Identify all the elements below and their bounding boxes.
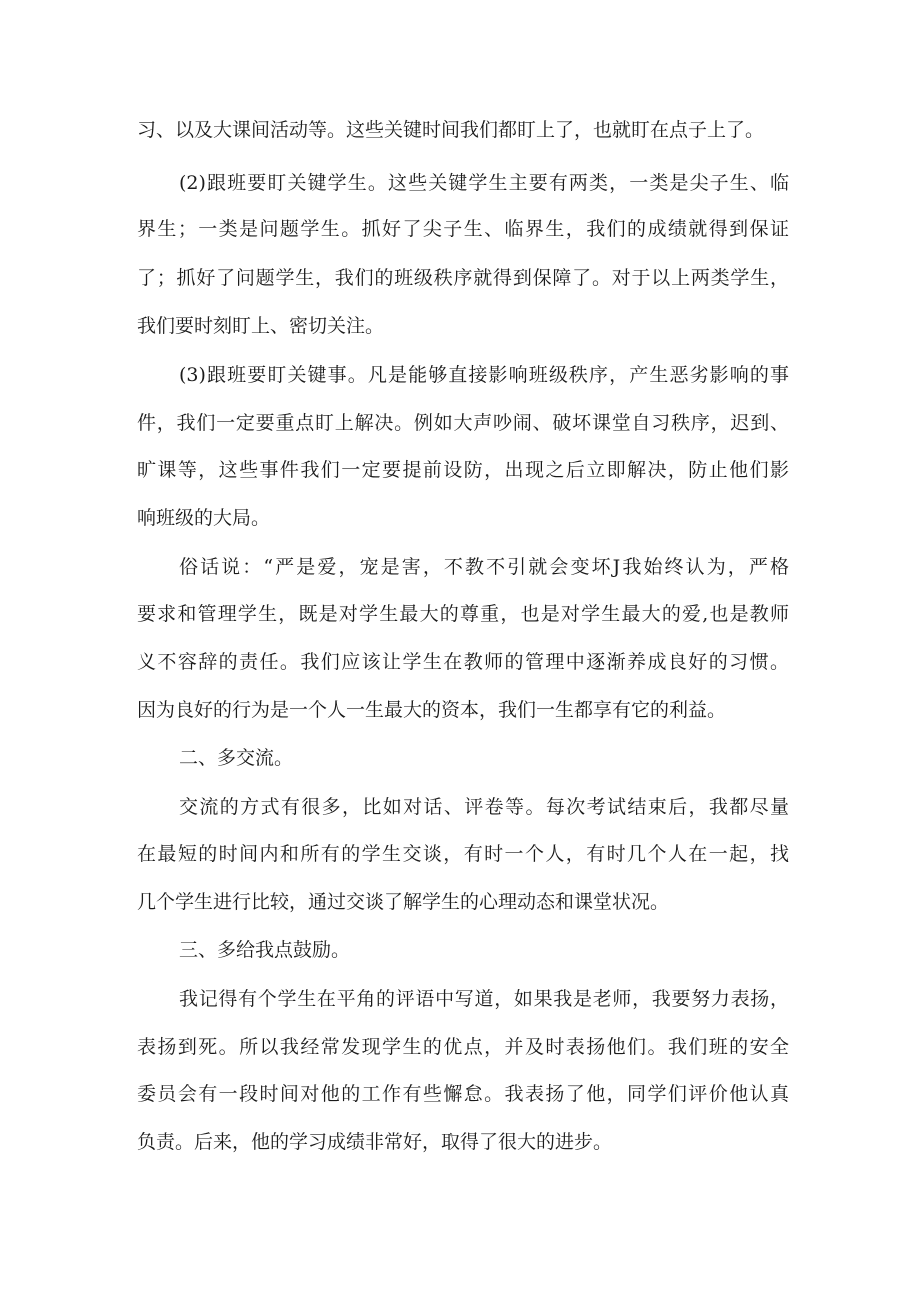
paragraph-line: 了；抓好了问题学生，我们的班级秩序就得到保障了。对于以上两类学生，: [137, 267, 789, 289]
paragraph-line: 件，我们一定要重点盯上解决。例如大声吵闹、破坏课堂自习秩序，迟到、: [137, 412, 789, 434]
paragraph-line: 我记得有个学生在平角的评语中写道，如果我是老师，我要努力表扬，: [179, 988, 789, 1010]
paragraph-line: (2)跟班要盯关键学生。这些关键学生主要有两类，一类是尖子生、临: [179, 172, 789, 194]
paragraph-line: 因为良好的行为是一个人一生最大的资本，我们一生都享有它的利益。: [137, 699, 727, 721]
paragraph-line: 习、以及大课间活动等。这些关键时间我们都盯上了，也就盯在点子上了。: [137, 119, 765, 141]
paragraph-line: 几个学生进行比较，通过交谈了解学生的心理动态和课堂状况。: [137, 891, 670, 913]
paragraph-line: 交流的方式有很多，比如对话、评卷等。每次考试结束后，我都尽量: [179, 796, 789, 818]
section-heading: 二、多交流。: [179, 747, 294, 769]
section-heading: 三、多给我点鼓励。: [179, 939, 351, 961]
paragraph-line: 旷课等，这些事件我们一定要提前设防，出现之后立即解决，防止他们影: [137, 459, 789, 481]
paragraph-line: 要求和管理学生，既是对学生最大的尊重，也是对学生最大的爱,也是教师: [137, 603, 789, 625]
paragraph-line: (3)跟班要盯关键事。凡是能够直接影响班级秩序，产生恶劣影响的事: [179, 364, 789, 386]
paragraph-line: 我们要时刻盯上、密切关注。: [137, 315, 385, 337]
paragraph-line: 委员会有一段时间对他的工作有些懈怠。我表扬了他，同学们评价他认真: [137, 1083, 789, 1105]
paragraph-line: 在最短的时间内和所有的学生交谈，有时一个人，有时几个人在一起，找: [137, 843, 789, 865]
paragraph-line: 俗话说：“严是爱，宠是害，不教不引就会变坏J我始终认为，严格: [179, 556, 789, 578]
paragraph-line: 响班级的大局。: [137, 507, 271, 529]
paragraph-line: 义不容辞的责任。我们应该让学生在教师的管理中逐渐养成良好的习惯。: [137, 651, 789, 673]
paragraph-line: 负责。后来，他的学习成绩非常好，取得了很大的进步。: [137, 1131, 613, 1153]
paragraph-line: 界生；一类是问题学生。抓好了尖子生、临界生，我们的成绩就得到保证: [137, 218, 789, 240]
paragraph-line: 表扬到死。所以我经常发现学生的优点，并及时表扬他们。我们班的安全: [137, 1036, 789, 1058]
